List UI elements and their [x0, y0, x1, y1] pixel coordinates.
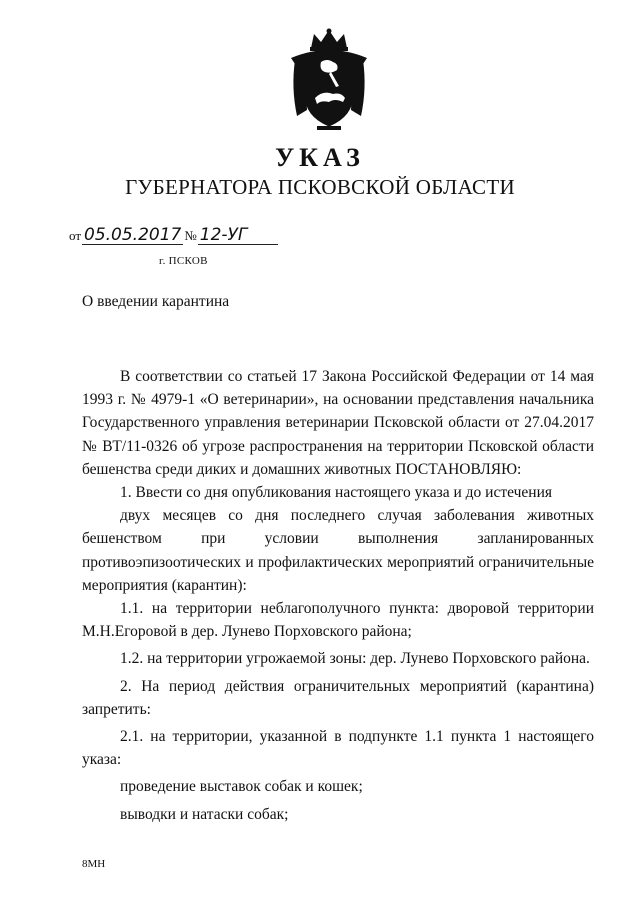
clause-2-paragraph: 2. На период действия ограничительных мероприятий (карантина) запретить: [82, 677, 594, 718]
city-label: г. ПСКОВ [159, 255, 208, 267]
date-number-line [68, 226, 278, 245]
ban-item-exhibitions: проведение выставок собак и кошек; [120, 778, 363, 796]
decree-number: 12-УГ [198, 226, 278, 245]
coat-of-arms-icon [287, 28, 371, 132]
footer-code: 8МН [82, 858, 106, 870]
clause-2-1-paragraph: 2.1. на территории, указанной в подпункте 1.1 пункта 1 настоящего указа: [82, 728, 594, 769]
number-label: № [184, 228, 197, 243]
decree-body [82, 365, 594, 826]
document-title: УКАЗ [275, 143, 365, 172]
clause-1-paragraph: 1. Ввести со дня опубликования настоящего указа и до истечения [120, 484, 552, 502]
decree-date: 05.05.2017 [84, 225, 182, 245]
ban-item-dog-training: выводки и натаски собак; [120, 805, 289, 823]
decree-subject: О введении карантина [82, 293, 230, 310]
clause-1-continuation: двух месяцев со дня последнего случая заболевания животных бешенством при условии выполнения запланированных противоэпизоотических и профилактических мероприятий ограничительные мероприятия (карантин): [82, 507, 594, 594]
document-subtitle: ГУБЕРНАТОРА ПСКОВСКОЙ ОБЛАСТИ [125, 175, 515, 199]
from-label: от [69, 228, 82, 243]
clause-1-2-paragraph: 1.2. на территории угрожаемой зоны: дер. Лунево Порховского района. [120, 650, 590, 668]
clause-1-1-paragraph: 1.1. на территории неблагополучного пункта: дворовой территории М.Н.Егоровой в дер. Лунево Порховского района; [82, 600, 594, 641]
preamble-paragraph: В соответствии со статьей 17 Закона Российской Федерации от 14 мая 1993 г. № 4979-1 «О ветеринарии», на основании представления начальника Государственного управления ветеринарии Псковской области от 27.04.2017 № ВТ/11-0326 об угрозе распространения на территории Псковской области бешенства среди диких и домашних животных ПОСТАНОВЛЯЮ: [82, 368, 594, 478]
